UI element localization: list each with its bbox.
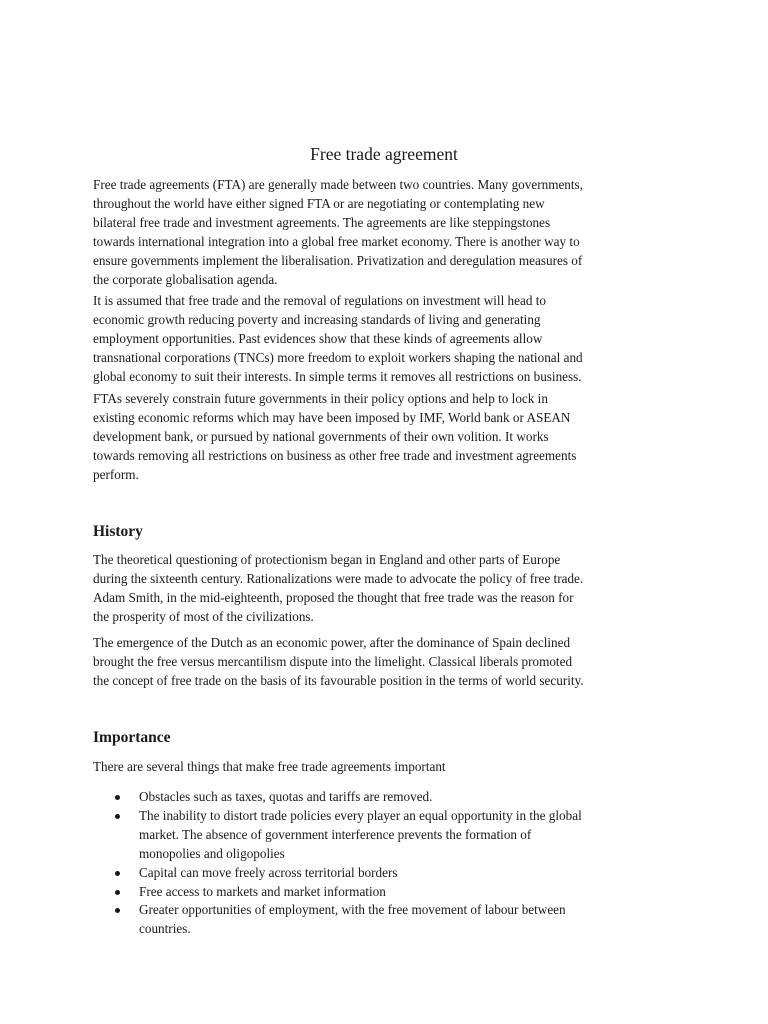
bullet-icon	[115, 890, 120, 895]
text-line: global economy to suit their interests. In simple terms it removes all restrictions on business.	[93, 368, 582, 384]
text-line: Capital can move freely across territorial borders	[139, 864, 398, 880]
intro-paragraph-2	[93, 292, 673, 387]
importance-intro	[93, 758, 673, 777]
text-line: The theoretical questioning of protectionism began in England and other parts of Europe	[93, 552, 561, 567]
text-line: towards international integration into a global free market economy. There is another way to	[93, 233, 580, 249]
text-line: The emergence of the Dutch as an economic power, after the dominance of Spain declined	[93, 635, 571, 650]
bullet-icon	[115, 814, 120, 819]
text-line: Free trade agreements (FTA) are generally made between two countries. Many governments,	[93, 177, 583, 192]
text-line: employment opportunities. Past evidences show that these kinds of agreements allow	[93, 330, 543, 346]
bullet-icon	[115, 871, 120, 876]
text-line: Obstacles such as taxes, quotas and tariffs are removed.	[139, 789, 433, 804]
text-line: market. The absence of government interference prevents the formation of	[139, 826, 532, 842]
text-line: the prosperity of most of the civilizations.	[93, 608, 314, 624]
text-line: FTAs severely constrain future governments in their policy options and help to lock in	[93, 391, 548, 406]
list-item	[93, 864, 683, 883]
text-line: monopolies and oligopolies	[139, 845, 285, 861]
importance-heading: Importance	[93, 729, 171, 746]
text-line: ensure governments implement the liberalisation. Privatization and deregulation measures of	[93, 252, 583, 268]
text-line: throughout the world have either signed FTA or are negotiating or contemplating new	[93, 195, 545, 211]
text-line: brought the free versus mercantilism dispute into the limelight. Classical liberals promoted	[93, 653, 573, 669]
text-line: towards removing all restrictions on business as other free trade and investment agreements	[93, 447, 577, 463]
list-item	[93, 901, 683, 939]
text-line: The inability to distort trade policies every player an equal opportunity in the global	[139, 807, 582, 823]
text-line: Free access to markets and market information	[139, 883, 386, 899]
history-paragraph-2	[93, 634, 673, 691]
text-line: development bank, or pursued by national governments of their own volition. It works	[93, 428, 549, 444]
list-item	[93, 807, 683, 864]
text-line: Adam Smith, in the mid-eighteenth, proposed the thought that free trade was the reason for	[93, 589, 574, 605]
text-line: Greater opportunities of employment, with the free movement of labour between	[139, 902, 566, 918]
text-line: economic growth reducing poverty and increasing standards of living and generating	[93, 311, 541, 327]
text-line: It is assumed that free trade and the removal of regulations on investment will head to	[93, 293, 547, 308]
text-line: during the sixteenth century. Rationalizations were made to advocate the policy of free trade.	[93, 570, 584, 586]
list-item	[93, 788, 683, 807]
list-item	[93, 883, 683, 902]
importance-list	[93, 788, 683, 939]
bullet-icon	[115, 908, 120, 913]
text-line: perform.	[93, 466, 139, 482]
bullet-icon	[115, 795, 120, 800]
document-title: Free trade agreement	[310, 144, 458, 164]
text-line: the corporate globalisation agenda.	[93, 271, 278, 287]
text-line: bilateral free trade and investment agreements. The agreements are like steppingstones	[93, 214, 551, 230]
text-line: countries.	[139, 921, 191, 937]
text-line: There are several things that make free trade agreements important	[93, 759, 446, 774]
intro-paragraph-1	[93, 176, 673, 289]
text-line: transnational corporations (TNCs) more freedom to exploit workers shaping the national and	[93, 349, 583, 365]
text-line: existing economic reforms which may have been imposed by IMF, World bank or ASEAN	[93, 409, 571, 425]
history-heading: History	[93, 523, 143, 540]
text-line: the concept of free trade on the basis of its favourable position in the terms of world security.	[93, 672, 584, 688]
history-paragraph-1	[93, 551, 673, 627]
intro-paragraph-3	[93, 390, 673, 485]
